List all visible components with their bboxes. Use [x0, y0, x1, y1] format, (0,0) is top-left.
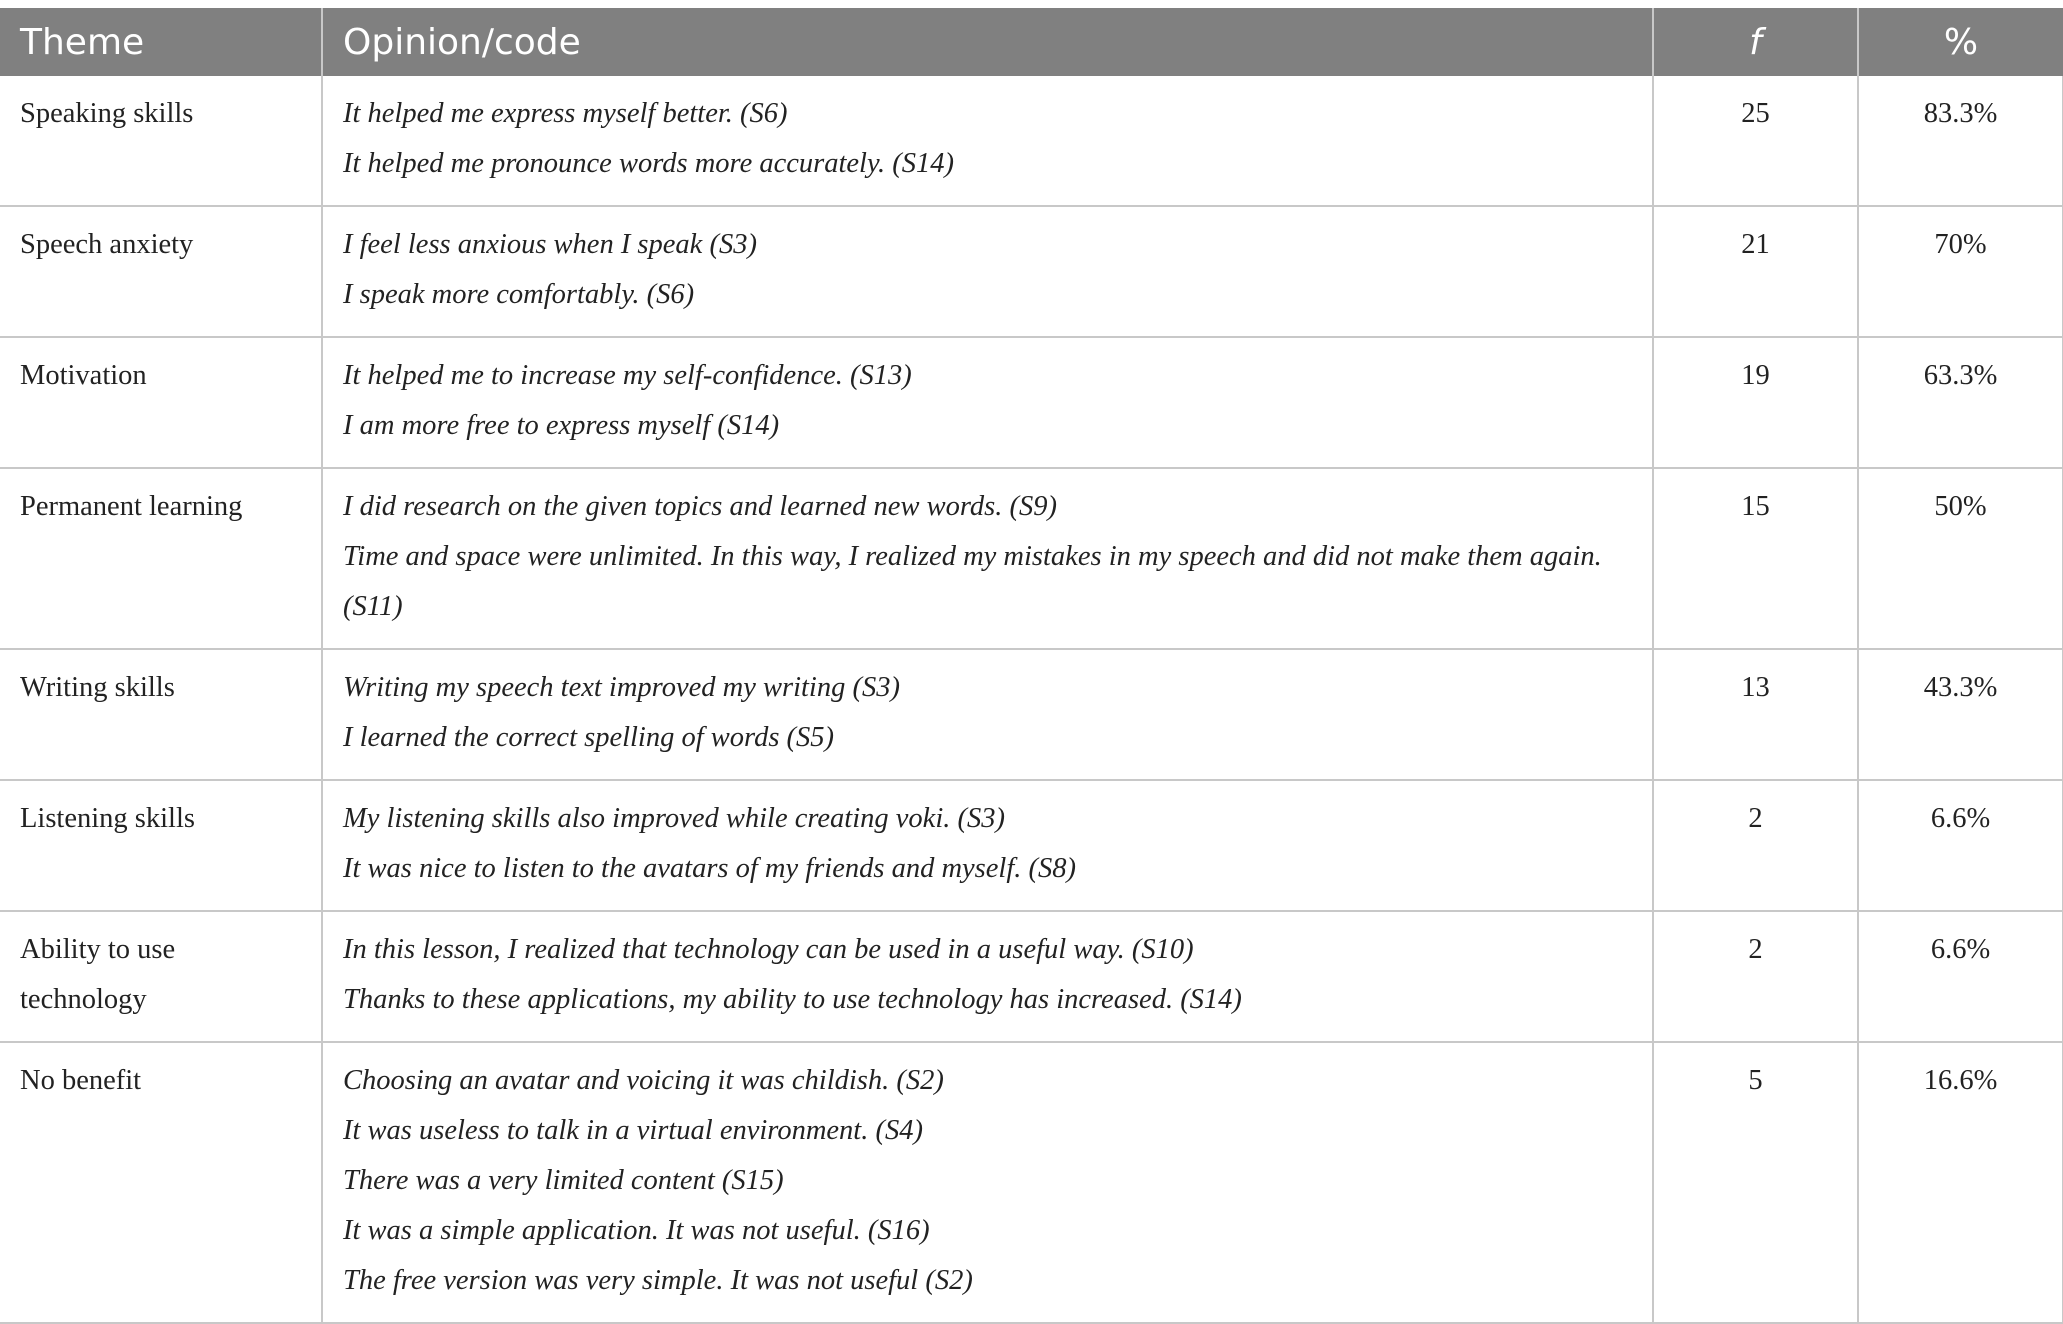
- theme-cell: [0, 468, 322, 649]
- opinion-quote: Choosing an avatar and voicing it was childish. (S2): [343, 1065, 944, 1096]
- frequency-cell: 2: [1653, 780, 1858, 911]
- frequency-cell: 5: [1653, 1042, 1858, 1323]
- opinion-quote: My listening skills also improved while creating voki. (S3): [343, 803, 1005, 834]
- theme-cell: [0, 206, 322, 337]
- theme-label: Motivation: [20, 360, 147, 391]
- frequency-cell: 25: [1653, 76, 1858, 206]
- theme-cell: [0, 780, 322, 911]
- frequency-cell: 15: [1653, 468, 1858, 649]
- header-row: [0, 8, 2063, 76]
- percent-cell: 6.6%: [1858, 780, 2063, 911]
- theme-cell: [0, 1042, 322, 1323]
- theme-label: Speech anxiety: [20, 229, 194, 260]
- results-table-container: [0, 8, 2063, 1324]
- percent-cell: 83.3%: [1858, 76, 2063, 206]
- header-frequency: f: [1653, 8, 1858, 76]
- opinion-cell: [322, 649, 1653, 780]
- theme-label: No benefit: [20, 1065, 142, 1096]
- opinion-cell: [322, 337, 1653, 468]
- theme-label: Speaking skills: [20, 98, 194, 129]
- table-header: [0, 8, 2063, 76]
- table-row: [0, 337, 2063, 468]
- opinion-quote: It was useless to talk in a virtual environment. (S4): [343, 1115, 923, 1146]
- opinion-quote: It helped me pronounce words more accurately. (S14): [343, 148, 955, 179]
- percent-cell: 70%: [1858, 206, 2063, 337]
- table-row: [0, 468, 2063, 649]
- theme-label: Listening skills: [20, 803, 195, 834]
- frequency-cell: 13: [1653, 649, 1858, 780]
- header-opinion: Opinion/code: [322, 8, 1653, 76]
- opinion-quote: I am more free to express myself (S14): [343, 410, 780, 441]
- theme-label: Ability to use technology: [20, 934, 176, 1015]
- opinion-quote: It helped me express myself better. (S6): [343, 98, 788, 129]
- header-theme: Theme: [0, 8, 322, 76]
- percent-cell: 50%: [1858, 468, 2063, 649]
- opinion-cell: [322, 76, 1653, 206]
- percent-cell: 6.6%: [1858, 911, 2063, 1042]
- opinion-quote: It helped me to increase my self-confidence. (S13): [343, 360, 912, 391]
- theme-cell: [0, 649, 322, 780]
- opinion-quote: I speak more comfortably. (S6): [343, 279, 695, 310]
- opinion-cell: [322, 1042, 1653, 1323]
- opinion-quote: I learned the correct spelling of words (S5): [343, 722, 835, 753]
- opinion-quote: The free version was very simple. It was not useful (S2): [343, 1265, 973, 1296]
- percent-cell: 43.3%: [1858, 649, 2063, 780]
- frequency-cell: 19: [1653, 337, 1858, 468]
- table-body: [0, 76, 2063, 1323]
- percent-cell: 63.3%: [1858, 337, 2063, 468]
- frequency-cell: 2: [1653, 911, 1858, 1042]
- opinion-quote: There was a very limited content (S15): [343, 1165, 784, 1196]
- table-row: [0, 911, 2063, 1042]
- opinion-quote: It was a simple application. It was not useful. (S16): [343, 1215, 930, 1246]
- opinion-cell: [322, 468, 1653, 649]
- percent-cell: 16.6%: [1858, 1042, 2063, 1323]
- theme-cell: [0, 76, 322, 206]
- opinion-quote: It was nice to listen to the avatars of my friends and myself. (S8): [343, 853, 1076, 884]
- opinion-quote: I did research on the given topics and learned new words. (S9): [343, 491, 1057, 522]
- opinion-quote: Thanks to these applications, my ability to use technology has increased. (S14): [343, 984, 1242, 1015]
- table-row: [0, 76, 2063, 206]
- table-row: [0, 1042, 2063, 1323]
- theme-label: Permanent learning: [20, 491, 243, 522]
- opinion-quote: Writing my speech text improved my writing (S3): [343, 672, 900, 703]
- frequency-cell: 21: [1653, 206, 1858, 337]
- table-row: [0, 780, 2063, 911]
- opinion-quote: Time and space were unlimited. In this way, I realized my mistakes in my speech and did not make them again. (S11): [343, 541, 1602, 622]
- theme-label: Writing skills: [20, 672, 175, 703]
- opinion-quote: In this lesson, I realized that technology can be used in a useful way. (S10): [343, 934, 1194, 965]
- table-row: [0, 649, 2063, 780]
- theme-cell: [0, 911, 322, 1042]
- opinion-cell: [322, 911, 1653, 1042]
- table-row: [0, 206, 2063, 337]
- opinion-cell: [322, 780, 1653, 911]
- results-table: [0, 8, 2063, 1324]
- header-percent: %: [1858, 8, 2063, 76]
- theme-cell: [0, 337, 322, 468]
- opinion-quote: I feel less anxious when I speak (S3): [343, 229, 757, 260]
- opinion-cell: [322, 206, 1653, 337]
